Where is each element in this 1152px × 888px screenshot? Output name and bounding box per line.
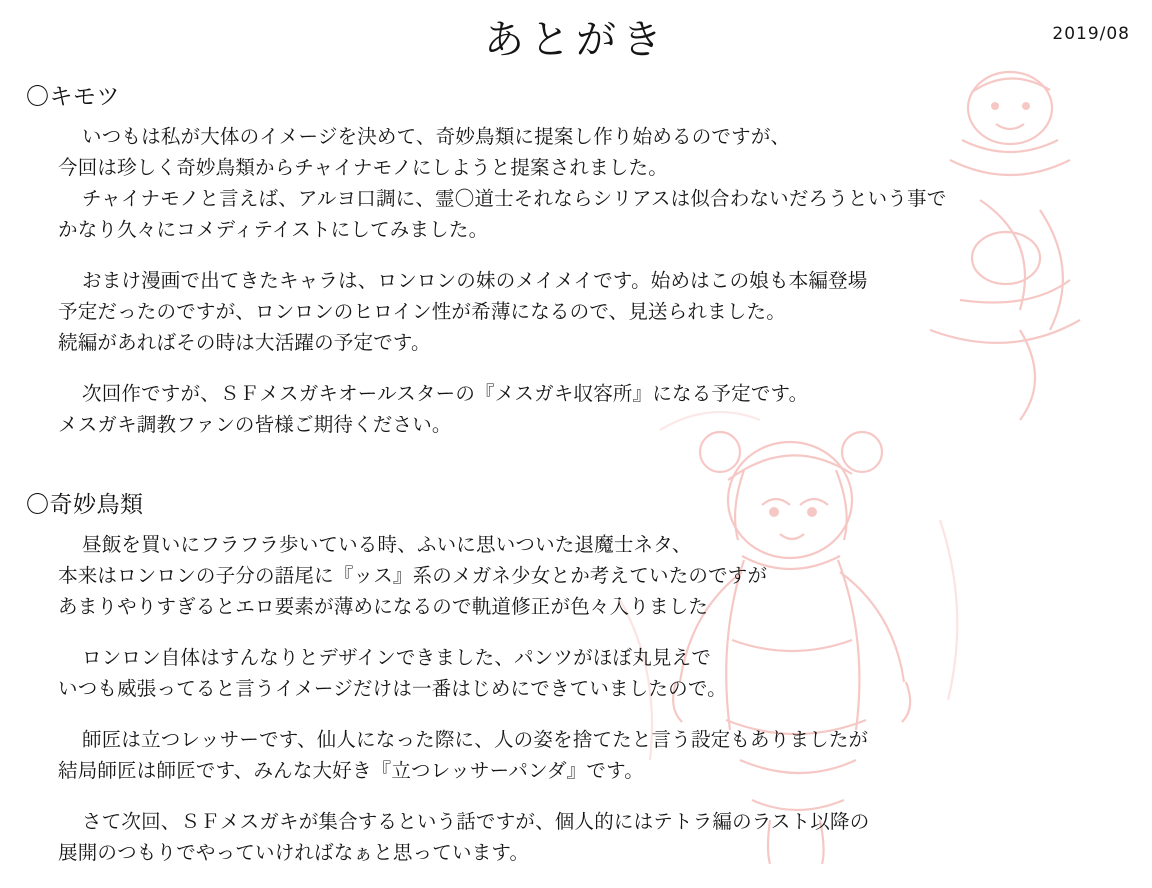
paragraph-block (0, 806, 1152, 868)
line-text: いつも威張ってると言うイメージだけは一番はじめにできていましたので。 (58, 677, 727, 700)
section-heading: 〇奇妙鳥類 (26, 492, 144, 518)
section-heading: 〇キモツ (26, 84, 120, 110)
paragraph-line (58, 265, 1152, 296)
paragraph-line (58, 296, 1152, 327)
document-body (0, 78, 1152, 888)
paragraph-block (0, 378, 1152, 440)
section-kimyouchourui (0, 486, 1152, 868)
page-title: あとがき (484, 17, 668, 63)
paragraph-line (58, 183, 1152, 214)
paragraph-line (58, 837, 1152, 868)
line-text: 続編があればその時は大活躍の予定です。 (58, 331, 431, 354)
line-text: いつもは私が大体のイメージを決めて、奇妙鳥類に提案し作り始めるのですが、 (82, 125, 791, 148)
paragraph-block (0, 724, 1152, 786)
line-text: チャイナモノと言えば、アルヨ口調に、霊〇道士それならシリアスは似合わないだろうという事で (82, 187, 947, 210)
line-text: 今回は珍しく奇妙鳥類からチャイナモノにしようと提案されました。 (58, 156, 668, 179)
paragraph-line (58, 409, 1152, 440)
paragraph-line (58, 327, 1152, 358)
line-text: かなり久々にコメディテイストにしてみました。 (58, 218, 489, 241)
line-text: 予定だったのですが、ロンロンのヒロイン性が希薄になるので、見送られました。 (58, 300, 786, 323)
paragraph-line (58, 152, 1152, 183)
line-text: 昼飯を買いにフラフラ歩いている時、ふいに思いついた退魔士ネタ、 (82, 533, 692, 556)
line-text: ロンロン自体はすんなりとデザインできました、パンツがほぼ丸見えで (82, 646, 712, 669)
paragraph-line (58, 673, 1152, 704)
paragraph-line (58, 642, 1152, 673)
paragraph-line (58, 529, 1152, 560)
line-text: メスガキ調教ファンの皆様ご期待ください。 (58, 413, 452, 436)
line-text: 結局師匠は師匠です、みんな大好き『立つレッサーパンダ』です。 (58, 759, 644, 782)
section-kimotsu (0, 78, 1152, 440)
paragraph-line (58, 121, 1152, 152)
line-text: おまけ漫画で出てきたキャラは、ロンロンの妹のメイメイです。始めはこの娘も本編登場 (82, 269, 868, 292)
line-text: 師匠は立つレッサーです、仙人になった際に、人の姿を捨てたと言う設定もありましたが (82, 728, 869, 751)
paragraph-block (0, 642, 1152, 704)
paragraph-line (58, 806, 1152, 837)
paragraph-line (58, 214, 1152, 245)
paragraph-line (58, 755, 1152, 786)
paragraph-block (0, 265, 1152, 358)
page-date: 2019/08 (1052, 24, 1130, 44)
paragraph-line (58, 724, 1152, 755)
line-text: 展開のつもりでやっていければなぁと思っています。 (58, 841, 530, 864)
paragraph-line (58, 560, 1152, 591)
paragraph-block (0, 121, 1152, 245)
line-text: 次回作ですが、ＳＦメスガキオールスターの『メスガキ収容所』になる予定です。 (82, 382, 809, 405)
line-text: さて次回、ＳＦメスガキが集合するという話ですが、個人的にはテトラ編のラスト以降の (82, 810, 870, 833)
paragraph-line (58, 591, 1152, 622)
line-text: あまりやりすぎるとエロ要素が薄めになるので軌道修正が色々入りました (58, 595, 709, 618)
paragraph-line (58, 378, 1152, 409)
line-text: 本来はロンロンの子分の語尾に『ッス』系のメガネ少女とか考えていたのですが (58, 564, 768, 587)
paragraph-block (0, 529, 1152, 622)
